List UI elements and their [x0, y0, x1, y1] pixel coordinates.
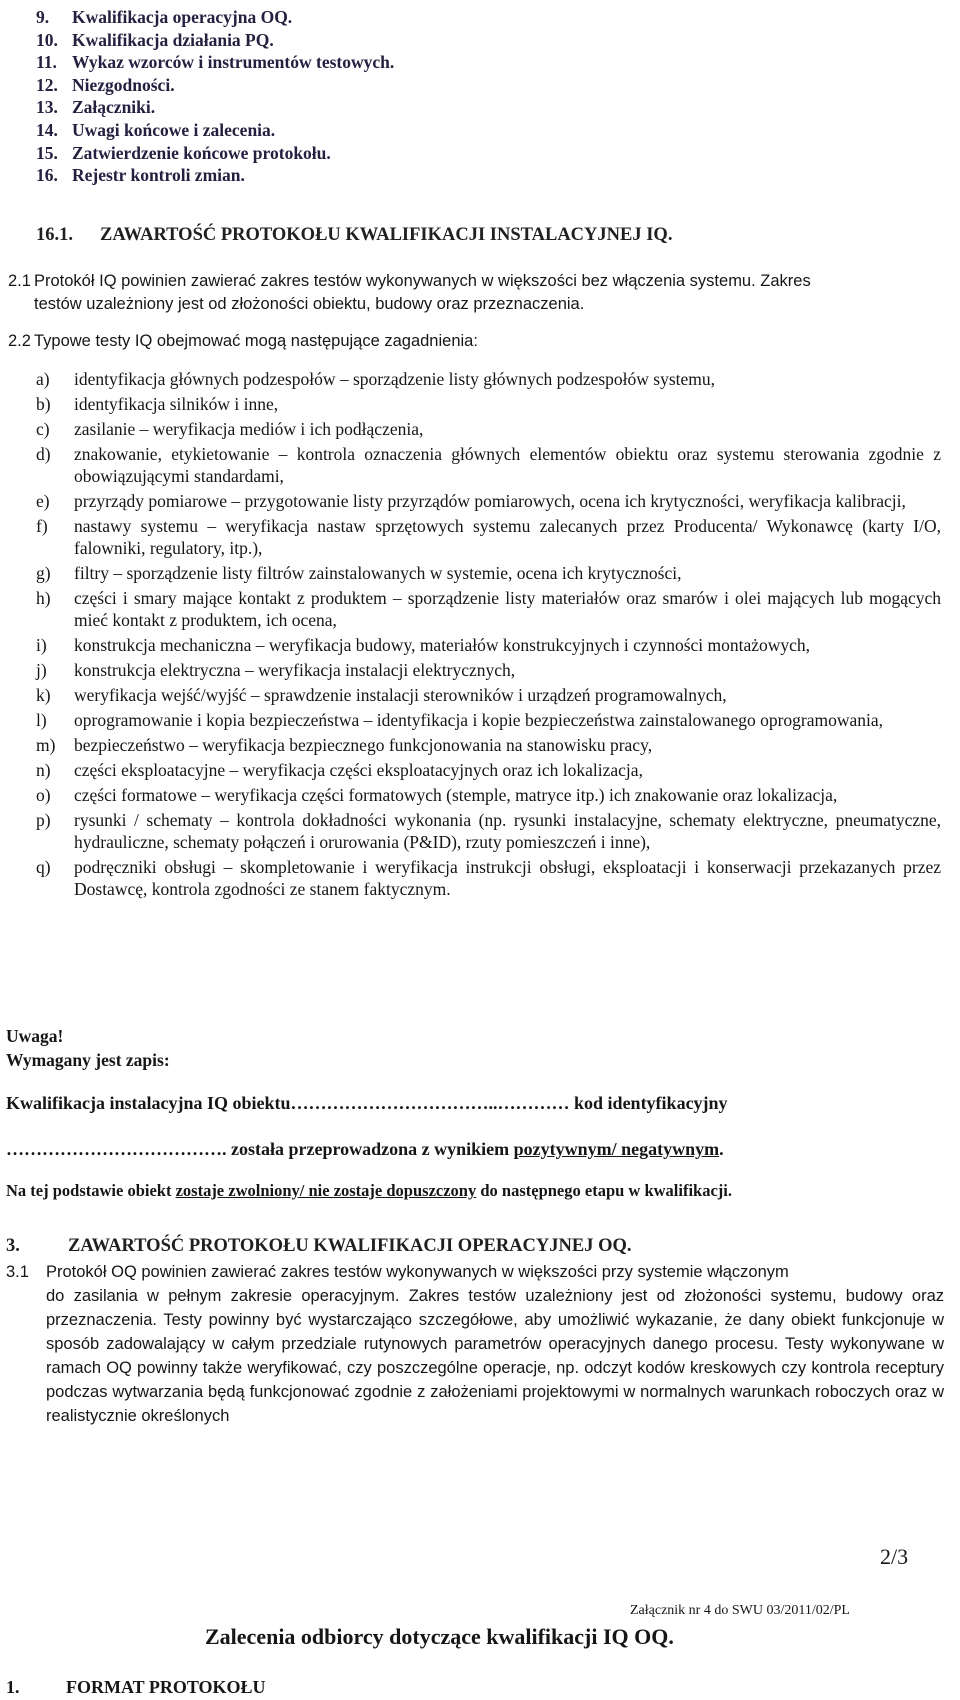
list-item: n) części eksploatacyjne – weryfikacja części eksploatacyjnych oraz ich lokalizacja,: [36, 760, 643, 780]
list-item: o) części formatowe – weryfikacja części formatowych (stemple, matryce itp.) ich znakowanie oraz lokalizacja,: [36, 785, 838, 805]
note-label: Uwaga!: [6, 1026, 64, 1046]
list-item: i) konstrukcja mechaniczna – weryfikacja budowy, materiałów konstrukcyjnych i czynności montażowych,: [36, 635, 811, 655]
iq-test-list: [36, 368, 941, 903]
record-line-3: Na tej podstawie obiekt zostaje zwolniony/ nie zostaje dopuszczony do następnego etapu w kwalifikacji.: [6, 1181, 733, 1200]
list-item: l) oprogramowanie i kopia bezpieczeństwa – identyfikacja i kopie bezpieczeństwa zainstalowanego oprogramowania,: [36, 710, 884, 730]
toc-item: 14. Uwagi końcowe i zalecenia.: [36, 119, 276, 140]
toc-list: [36, 6, 394, 187]
list-item: k) weryfikacja wejść/wyjść – sprawdzenie instalacji sterowników i urządzeń programowalnych,: [36, 685, 727, 705]
list-item: p) rysunki / schematy – kontrola dokładności wykonania (np. rysunki instalacyjne, schematy elektryczne, pneumatyczne, hydrauliczne, schematy połączeń i orurowania (P&ID), rzuty pomieszczeń i inne),: [36, 810, 941, 852]
section-16-1-heading: 16.1. ZAWARTOŚĆ PROTOKOŁU KWALIFIKACJI INSTALACYJNEJ IQ.: [36, 225, 673, 245]
section-3-heading: 3. ZAWARTOŚĆ PROTOKOŁU KWALIFIKACJI OPERACYJNEJ OQ.: [6, 1236, 632, 1256]
paragraph-2-1: 2.1 Protokół IQ powinien zawierać zakres testów wykonywanych w większości bez włączenia systemu. Zakres testów uzależniony jest od złożoności obiektu, budowy oraz przeznaczenia.: [8, 272, 811, 313]
list-item: h) części i smary mające kontakt z produktem – sporządzenie listy materiałów oraz smarów i olei mających lub mogących mieć kontakt z produktem, ich ocena,: [36, 588, 941, 630]
list-item: a) identyfikacja głównych podzespołów – sporządzenie listy głównych podzespołów systemu,: [36, 369, 716, 389]
section-1-heading: 1. FORMAT PROTOKOŁU: [6, 1677, 266, 1697]
list-item: m) bezpieczeństwo – weryfikacja bezpiecznego funkcjonowania na stanowisku pracy,: [36, 735, 653, 755]
toc-item: 16. Rejestr kontroli zmian.: [36, 165, 245, 186]
toc-item: 9. Kwalifikacja operacyjna OQ.: [36, 7, 293, 27]
record-line-1: Kwalifikacja instalacyjna IQ obiektu……………………………..………… kod identyfikacyjny: [6, 1093, 728, 1113]
list-item: f) nastawy systemu – weryfikacja nastaw sprzętowych systemu zalecanych przez Producenta/ Wykonawcę (karty I/O, falowniki, regulatory, itp.),: [36, 516, 941, 558]
paragraph-3-1: 3.1 Protokół OQ powinien zawierać zakres testów wykonywanych w większości przy systemie włączonym do zasilania w pełnym zakresie operacyjnym. Zakres testów uzależniony jest od złożoności systemu, budowy oraz przeznaczenia. Testy powinny być wystarczająco szczegółowe, aby umożliwić wykazanie, że dany obiekt funkcjonuje w sposób zadowalający w całym przedziale rutynowych parametrów operacyjnych danego procesu. Testy wykonywane w ramach OQ powinny także weryfikować, czy poszczególne operacje, np. odczyt kodów kreskowych czy kontrola receptury podczas wytwarzania będą funkcjonować zgodnie z założeniami projektowymi w normalnych warunkach roboczych oraz w realistycznie określonych: [6, 1263, 944, 1425]
document-title: Zalecenia odbiorcy dotyczące kwalifikacji IQ OQ.: [205, 1624, 674, 1649]
record-line-2: ………………………………. została przeprowadzona z wynikiem pozytywnym/ negatywnym.: [6, 1139, 724, 1159]
note-required-record: Wymagany jest zapis:: [6, 1050, 170, 1070]
paragraph-2-2: 2.2 Typowe testy IQ obejmować mogą następujące zagadnienia:: [8, 332, 478, 350]
list-item: q) podręczniki obsługi – skompletowanie i weryfikacja instrukcji obsługi, eksploatacji i konserwacji przekazanych przez Dostawcę, kontrola zgodności ze stanem faktycznym.: [36, 857, 941, 899]
toc-item: 10. Kwalifikacja działania PQ.: [36, 29, 274, 50]
toc-item: 12. Niezgodności.: [36, 74, 175, 95]
list-item: d) znakowanie, etykietowanie – kontrola oznaczenia głównych elementów obiektu oraz systemu sterowania zgodnie z obowiązującymi standardami,: [36, 444, 941, 486]
toc-item: 11. Wykaz wzorców i instrumentów testowych.: [36, 52, 395, 73]
list-item: c) zasilanie – weryfikacja mediów i ich podłączenia,: [36, 419, 424, 439]
list-item: b) identyfikacja silników i inne,: [36, 394, 279, 414]
page-number: 2/3: [880, 1544, 909, 1569]
note-block: [6, 1024, 170, 1072]
toc-item: 13. Załączniki.: [36, 97, 156, 118]
toc-item: 15. Zatwierdzenie końcowe protokołu.: [36, 142, 331, 163]
list-item: e) przyrządy pomiarowe – przygotowanie listy przyrządów pomiarowych, ocena ich krytyczności, weryfikacja kalibracji,: [36, 491, 906, 511]
annex-reference: Załącznik nr 4 do SWU 03/2011/02/PL: [630, 1603, 850, 1618]
list-item: j) konstrukcja elektryczna – weryfikacja instalacji elektrycznych,: [36, 660, 516, 680]
list-item: g) filtry – sporządzenie listy filtrów zainstalowanych w systemie, ocena ich krytyczności,: [36, 563, 682, 583]
